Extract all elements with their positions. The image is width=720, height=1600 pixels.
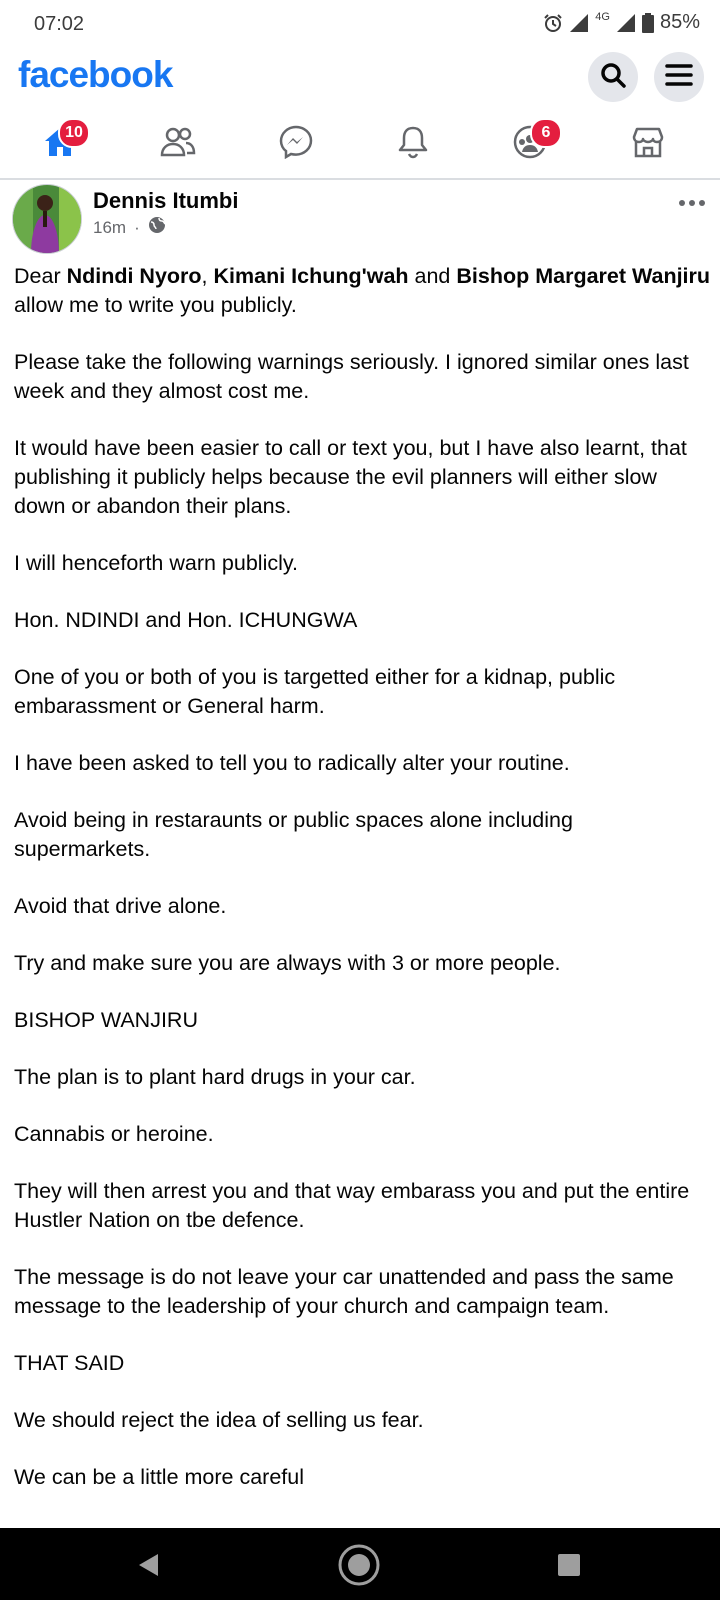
groups-badge: 6 <box>530 118 562 148</box>
paragraph-14: They will then arrest you and that way embarass you and put the entire Hustler Nation on tbe defence. <box>14 1179 690 1232</box>
tag-ndindi-nyoro[interactable]: Ndindi Nyoro <box>66 264 202 288</box>
paragraph-7: I have been asked to tell you to radically alter your routine. <box>14 751 570 775</box>
post-time[interactable]: 16m <box>93 217 127 237</box>
tab-home[interactable] <box>30 120 90 168</box>
paragraph-10: Try and make sure you are always with 3 or more people. <box>14 951 561 975</box>
p1-g: allow me to write you publicly. <box>14 293 297 317</box>
tab-notifications[interactable] <box>383 120 443 168</box>
p1-e: and <box>408 264 457 288</box>
more-options-icon[interactable] <box>678 194 706 212</box>
recents-icon[interactable] <box>558 1554 580 1581</box>
paragraph-12: The plan is to plant hard drugs in your car. <box>14 1065 416 1089</box>
globe-icon <box>148 216 166 239</box>
paragraph-8: Avoid being in restaraunts or public spaces alone including supermarkets. <box>14 808 573 861</box>
menu-icon <box>665 63 693 92</box>
avatar[interactable] <box>12 184 82 254</box>
alarm-icon <box>543 13 563 33</box>
post-header <box>0 180 720 254</box>
paragraph-6: One of you or both of you is targetted either for a kidnap, public embarassment or General harm. <box>14 665 616 718</box>
tab-groups[interactable] <box>500 120 560 168</box>
back-icon[interactable] <box>136 1552 160 1583</box>
friends-icon <box>160 126 196 163</box>
tab-marketplace[interactable] <box>618 120 678 168</box>
signal-icon-2 <box>616 13 636 33</box>
paragraph-9: Avoid that drive alone. <box>14 894 227 918</box>
paragraph-16: THAT SAID <box>14 1351 125 1375</box>
paragraph-13: Cannabis or heroine. <box>14 1122 214 1146</box>
search-icon <box>599 61 627 94</box>
paragraph-4: I will henceforth warn publicly. <box>14 551 299 575</box>
facebook-logo[interactable]: facebook <box>18 54 173 95</box>
tab-friends[interactable] <box>148 120 208 168</box>
tag-kimani-ichungwah[interactable]: Kimani Ichung'wah <box>213 264 409 288</box>
status-icons <box>543 11 700 34</box>
paragraph-5: Hon. NDINDI and Hon. ICHUNGWA <box>14 608 358 632</box>
paragraph-11: BISHOP WANJIRU <box>14 1008 198 1032</box>
messenger-icon <box>279 125 313 164</box>
search-button[interactable] <box>588 52 638 102</box>
post-body <box>14 262 714 1520</box>
battery-level: 85% <box>659 11 700 33</box>
paragraph-15: The message is do not leave your car unattended and pass the same message to the leadership of your church and campaign team. <box>14 1265 674 1318</box>
status-time: 07:02 <box>34 13 85 35</box>
paragraph-18: We can be a little more careful <box>14 1465 304 1489</box>
menu-button[interactable] <box>654 52 704 102</box>
status-bar <box>0 0 720 48</box>
tab-messenger[interactable] <box>266 120 326 168</box>
tag-bishop-margaret-wanjiru[interactable]: Bishop Margaret Wanjiru <box>456 264 711 288</box>
signal-icon <box>569 13 589 33</box>
p1-c: , <box>201 264 214 288</box>
bell-icon <box>398 125 428 164</box>
tab-bar <box>0 110 720 180</box>
paragraph-1 <box>14 262 714 320</box>
meta-separator: · <box>134 217 140 237</box>
paragraph-3: It would have been easier to call or text you, but I have also learnt, that publishing it publicly helps because the evil planners will either slow down or abandon their plans. <box>14 436 687 518</box>
paragraph-17: We should reject the idea of selling us fear. <box>14 1408 424 1432</box>
post-author[interactable]: Dennis Itumbi <box>93 188 239 213</box>
battery-icon <box>642 13 654 33</box>
app-header <box>0 48 720 108</box>
post-meta <box>93 216 166 239</box>
home-button-icon[interactable] <box>337 1543 381 1592</box>
network-type: 4G <box>595 10 610 23</box>
marketplace-icon <box>631 126 665 163</box>
p1-a: Dear <box>14 264 67 288</box>
paragraph-2: Please take the following warnings seriously. I ignored similar ones last week and they almost cost me. <box>14 350 689 403</box>
home-badge: 10 <box>58 118 90 148</box>
system-nav-bar <box>0 1528 720 1600</box>
